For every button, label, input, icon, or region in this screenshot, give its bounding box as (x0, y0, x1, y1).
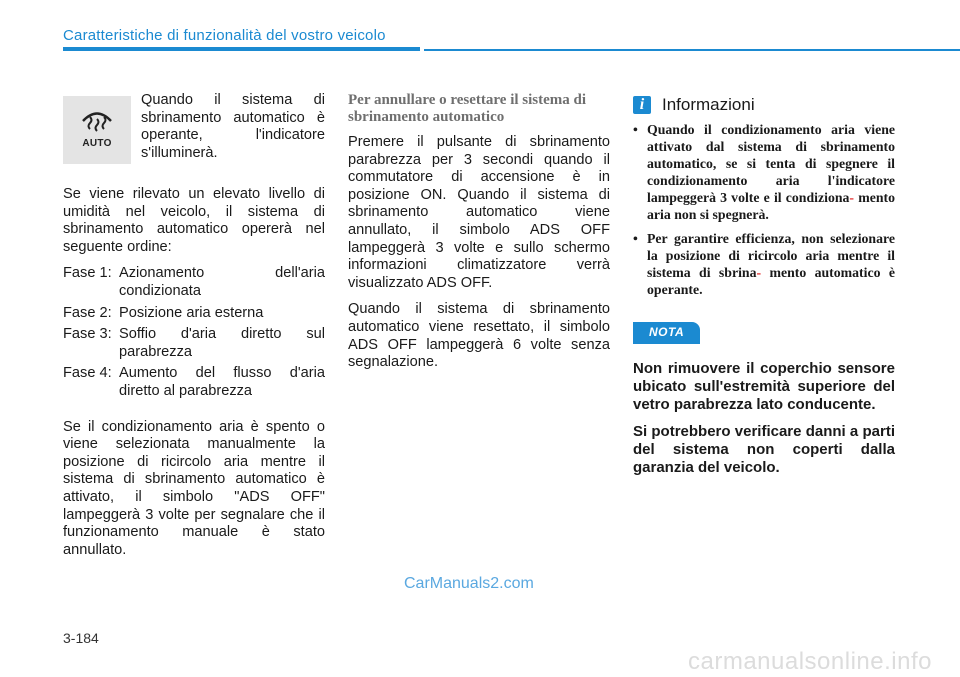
bullet-text: mento aria non si spegnerà. (647, 190, 895, 222)
cancel-paragraph: Premere il pulsante di sbrinamento parabrezza per 3 secondi quando il commutatore di accensione è in posizione ON. Quando il sistema di sbrinamento automatico viene annullato, il simbolo ADS OFF lampeggerà 3 volte e sullo schermo informazioni climatizzatore verrà visualizzato ADS OFF. (348, 134, 610, 291)
phase-label: Fase 1: (63, 265, 112, 282)
column-left (63, 92, 325, 568)
phase-item (63, 326, 325, 361)
reset-paragraph: Quando il sistema di sbrinamento automatico viene resettato, il simbolo ADS OFF lampeggerà 6 volte senza segnalazione. (348, 301, 610, 371)
column-middle (348, 92, 610, 381)
header-rule-thick (63, 47, 420, 51)
phase-label: Fase 4: (63, 365, 112, 382)
watermark-link[interactable]: CarManuals2.com (404, 575, 534, 592)
indicator-text: Quando il sistema di sbrinamento automatico è operante, l'indicatore s'illuminerà. (141, 92, 325, 161)
phase-label: Fase 2: (63, 304, 112, 321)
phase-item (63, 365, 325, 400)
phase-list (63, 265, 325, 400)
site-watermark: carmanualsonline.info (688, 648, 932, 675)
phase-label: Fase 3: (63, 326, 112, 343)
info-title: Informazioni (662, 95, 755, 115)
manual-override-paragraph: Se il condizionamento aria è spento o viene selezionata manualmente la posizione di ricircolo aria mentre il sistema di sbrinamento automatico è attivato, il simbolo "ADS OFF" lampeggerà 3 volte per segnalare che il funzionamento manuale è stato annullato. (63, 418, 325, 558)
info-heading (633, 96, 895, 114)
hyphen-mark: - (849, 190, 855, 205)
hyphen-mark: - (756, 265, 762, 280)
phase-text: Aumento del flusso d'aria diretto al parabrezza (119, 365, 325, 399)
auto-label: AUTO (82, 137, 112, 149)
bullet-text: mento automatico è operante. (647, 265, 895, 297)
nota-paragraph: Si potrebbero verificare danni a parti del sistema non coperti dalla garanzia del veicolo. (633, 422, 895, 476)
phase-item (63, 265, 325, 300)
bullet-text: Per garantire efficienza, non selezionare la posizione di ricircolo aria mentre il sistema di sbrina (647, 231, 895, 280)
bullet-text: Quando il condizionamento aria viene attivato dal sistema di sbrinamento automatico, se si tenta di spegnere il condizionamento aria l'indicatore lampeggerà 3 volte e il condiziona (647, 122, 895, 205)
humidity-paragraph: Se viene rilevato un elevato livello di umidità nel veicolo, il sistema di sbrinamento automatico opererà nel seguente ordine: (63, 186, 325, 255)
info-bullet (633, 230, 895, 298)
indicator-description (63, 92, 325, 164)
nota-badge: NOTA (633, 322, 700, 344)
info-list (633, 121, 895, 298)
info-icon: i (633, 96, 651, 114)
nota-paragraph: Non rimuovere il coperchio sensore ubicato sull'estremità superiore del vetro parabrezza lato conducente. (633, 359, 895, 413)
windshield-defrost-icon (80, 108, 114, 134)
phase-text: Soffio d'aria diretto sul parabrezza (119, 326, 325, 360)
header-rule-thin (424, 49, 960, 51)
phase-text: Posizione aria esterna (119, 304, 264, 321)
column-right (633, 92, 895, 486)
page-number: 3-184 (63, 630, 99, 646)
info-bullet (633, 121, 895, 223)
defrost-auto-icon (63, 96, 131, 164)
section-title: Caratteristiche di funzionalità del vostro veicolo (63, 27, 386, 44)
reset-subheading: Per annullare o resettare il sistema di sbrinamento automatico (348, 92, 587, 125)
phase-text: Azionamento dell'aria condizionata (119, 265, 325, 299)
phase-item (63, 305, 325, 323)
